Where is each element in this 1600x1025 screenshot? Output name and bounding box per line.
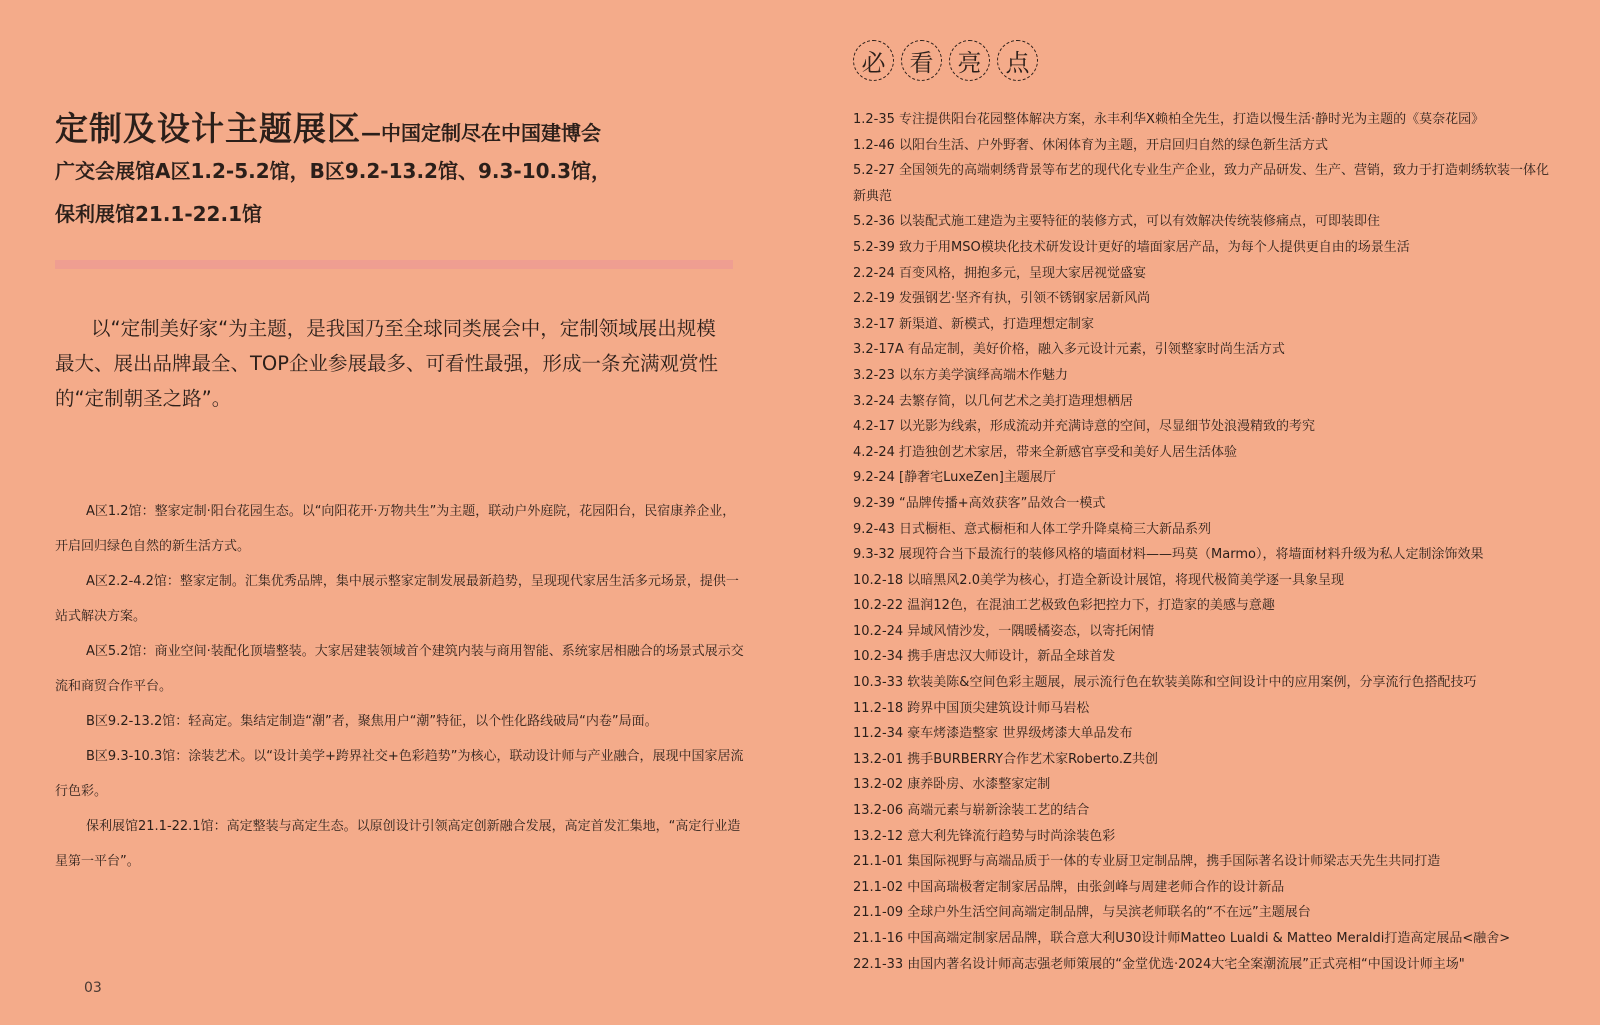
highlight-item: 1.2-46 以阳台生活、户外野奢、休闲体育为主题，开启回归自然的绿色新生活方式 xyxy=(853,137,1329,153)
badge-char: 点 xyxy=(997,40,1038,81)
highlight-item: 11.2-34 豪车烤漆造整家 世界级烤漆大单品发布 xyxy=(853,726,1133,742)
zone-paragraph: A区1.2馆：整家定制·阳台花园生态。以“向阳花开·万物共生”为主题，联动户外庭院，花园阳台，民宿康养企业，开启回归绿色自然的新生活方式。 xyxy=(55,504,736,554)
venue-line-2: 保利展馆21.1-22.1馆 xyxy=(55,202,262,226)
venue-line-1: 广交会展馆A区1.2-5.2馆，B区9.2-13.2馆、9.3-10.3馆， xyxy=(55,159,612,183)
highlight-item: 5.2-36 以装配式施工建造为主要特征的装修方式，可以有效解决传统装修痛点，可即装即住 xyxy=(853,214,1381,230)
highlight-item: 10.3-33 软装美陈&空间色彩主题展，展示流行色在软装美陈和空间设计中的应用案例，分享流行色搭配技巧 xyxy=(853,675,1477,691)
zone-list xyxy=(55,494,745,879)
highlight-item: 9.2-43 日式橱柜、意式橱柜和人体工学升降桌椅三大新品系列 xyxy=(853,521,1212,537)
highlight-item: 13.2-01 携手BURBERRY合作艺术家Roberto.Z共创 xyxy=(853,751,1158,767)
highlight-item: 9.2-24 [静奢宅LuxeZen]主题展厅 xyxy=(853,470,1056,486)
highlight-item: 2.2-24 百变风格，拥抱多元，呈现大家居视觉盛宴 xyxy=(853,265,1147,281)
page-title xyxy=(55,103,601,150)
highlight-item: 13.2-12 意大利先锋流行趋势与时尚涂装色彩 xyxy=(853,828,1116,844)
highlight-item: 5.2-39 致力于用MSO模块化技术研发设计更好的墙面家居产品，为每个人提供更自由的场景生活 xyxy=(853,239,1410,255)
highlight-item: 4.2-17 以光影为线索，形成流动并充满诗意的空间，尽显细节处浪漫精致的考究 xyxy=(853,419,1316,435)
highlight-item: 21.1-16 中国高端定制家居品牌，联合意大利U30设计师Matteo Lualdi & Matteo Meraldi打造高定展品<融舍> xyxy=(853,931,1511,946)
zone-paragraph: 保利展馆21.1-22.1馆：高定整装与高定生态。以原创设计引领高定创新融合发展，高定首发汇集地，“高定行业造星第一平台”。 xyxy=(55,819,741,869)
highlight-item: 10.2-24 异域风情沙发，一隅暖橘姿态，以寄托闲情 xyxy=(853,623,1155,639)
right-page xyxy=(853,0,1553,1025)
highlight-item: 21.1-01 集国际视野与高端品质于一体的专业厨卫定制品牌，携手国际著名设计师梁志天先生共同打造 xyxy=(853,854,1441,870)
highlight-item: 13.2-02 康养卧房、水漆整家定制 xyxy=(853,777,1051,793)
highlight-item: 5.2-27 全国领先的高端刺绣背景等布艺的现代化专业生产企业，致力产品研发、生产、营销，致力于打造刺绣软装一体化新典范 xyxy=(853,163,1550,204)
highlight-item: 22.1-33 由国内著名设计师高志强老师策展的“金堂优选·2024大宅全案潮流展”正式亮相“中国设计师主场" xyxy=(853,956,1465,972)
highlight-item: 21.1-09 全球户外生活空间高端定制品牌，与吴滨老师联名的“不在远”主题展台 xyxy=(853,905,1311,921)
badge-char: 必 xyxy=(853,40,894,81)
title-subtitle: —中国定制尽在中国建博会 xyxy=(361,121,601,145)
highlight-item: 3.2-17 新渠道、新模式，打造理想定制家 xyxy=(853,316,1095,332)
zone-paragraph: A区2.2-4.2馆：整家定制。汇集优秀品牌，集中展示整家定制发展最新趋势，呈现现代家居生活多元场景，提供一站式解决方案。 xyxy=(55,574,739,624)
intro-paragraph: 以“定制美好家“为主题，是我国乃至全球同类展会中，定制领域展出规模最大、展出品牌最全、TOP企业参展最多、可看性最强，形成一条充满观赏性的“定制朝圣之路”。 xyxy=(55,317,719,410)
highlight-item: 13.2-06 高端元素与崭新涂装工艺的结合 xyxy=(853,803,1090,819)
badge-char: 看 xyxy=(901,40,942,81)
highlight-item: 1.2-35 专注提供阳台花园整体解决方案，永丰利华X赖柏全先生，打造以慢生活·静时光为主题的《莫奈花园》 xyxy=(853,112,1485,127)
zone-paragraph: B区9.3-10.3馆：涂装艺术。以“设计美学+跨界社交+色彩趋势”为核心，联动设计师与产业融合，展现中国家居流行色彩。 xyxy=(55,749,744,799)
highlight-item: 3.2-23 以东方美学演绎高端木作魅力 xyxy=(853,367,1069,383)
divider-bar xyxy=(55,260,733,269)
badge-char: 亮 xyxy=(949,40,990,81)
highlight-item: 9.2-39 “品牌传播+高效获客”品效合一模式 xyxy=(853,495,1106,511)
highlight-item: 2.2-19 发强钢艺·坚齐有执，引领不锈钢家居新风尚 xyxy=(853,291,1151,307)
highlight-item: 21.1-02 中国高瑞极奢定制家居品牌，由张剑峰与周建老师合作的设计新品 xyxy=(853,879,1285,895)
highlight-item: 4.2-24 打造独创艺术家居，带来全新感官享受和美好人居生活体验 xyxy=(853,444,1238,460)
must-see-badges xyxy=(853,40,1038,81)
highlight-item: 10.2-18 以暗黑风2.0美学为核心，打造全新设计展馆，将现代极简美学逐一具象呈现 xyxy=(853,572,1344,588)
highlight-item: 3.2-24 去繁存简，以几何艺术之美打造理想栖居 xyxy=(853,393,1134,409)
highlight-item: 10.2-34 携手唐忠汉大师设计，新品全球首发 xyxy=(853,649,1116,665)
title-main: 定制及设计主题展区 xyxy=(55,109,361,148)
left-page xyxy=(55,0,744,1025)
zone-paragraph: B区9.2-13.2馆：轻高定。集结定制造“潮”者，聚焦用户“潮”特征，以个性化路线破局“内卷”局面。 xyxy=(86,714,658,729)
zone-paragraph: A区5.2馆：商业空间·装配化顶墙整装。大家居建装领域首个建筑内装与商用智能、系统家居相融合的场景式展示交流和商贸合作平台。 xyxy=(55,644,744,694)
highlight-item: 11.2-18 跨界中国顶尖建筑设计师马岩松 xyxy=(853,700,1090,716)
page-number: 03 xyxy=(84,980,102,996)
highlight-item: 10.2-22 温润12色，在混油工艺极致色彩把控力下，打造家的美感与意趣 xyxy=(853,598,1275,614)
highlight-item: 3.2-17A 有品定制，美好价格，融入多元设计元素，引领整家时尚生活方式 xyxy=(853,342,1285,358)
highlight-item: 9.3-32 展现符合当下最流行的装修风格的墙面材料——玛莫（Marmo），将墙面材料升级为私人定制涂饰效果 xyxy=(853,547,1484,563)
highlight-list xyxy=(853,107,1553,977)
